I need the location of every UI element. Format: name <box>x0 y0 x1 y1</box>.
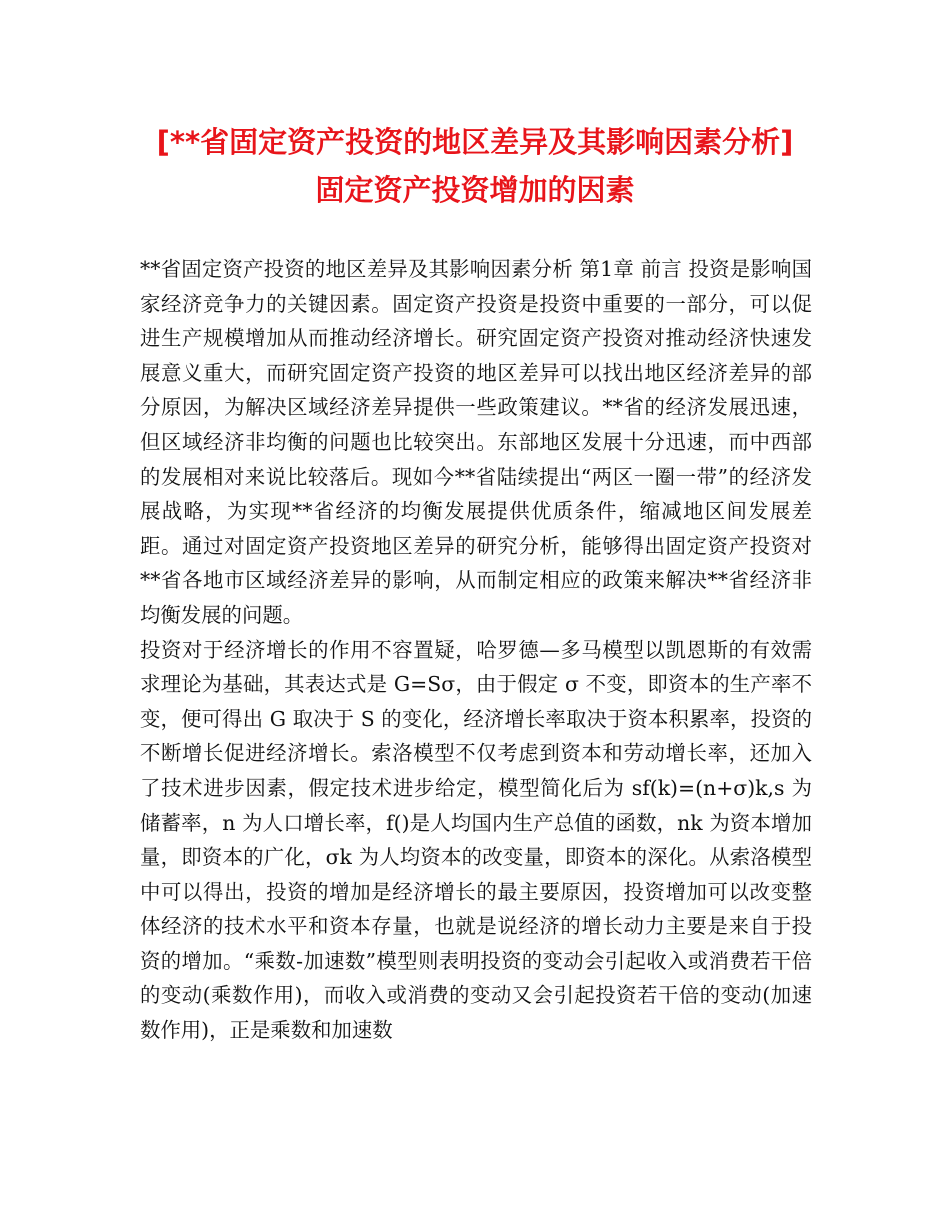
paragraph: 投资对于经济增长的作用不容置疑，哈罗德—多马模型以凯恩斯的有效需求理论为基础，其表达式是 G=Sσ，由于假定 σ 不变，即资本的生产率不变，便可得出 G 取决于 S 的变化，经济增长率取决于资本积累率，投资的不断增长促进经济增长。索洛模型不仅考虑到资本和劳动增长率，还加入了技术进步因素，假定技术进步给定，模型简化后为 sf(k)=(n+σ)k,s 为储蓄率，n 为人口增长率，f()是人均国内生产总值的函数，nk 为资本增加量，即资本的广化，σk 为人均资本的改变量，即资本的深化。从索洛模型中可以得出，投资的增加是经济增长的最主要原因，投资增加可以改变整体经济的技术水平和资本存量，也就是说经济的增长动力主要是来自于投资的增加。“乘数-加速数”模型则表明投资的变动会引起收入或消费若干倍的变动(乘数作用)，而收入或消费的变动又会引起投资若干倍的变动(加速数作用)，正是乘数和加速数 <box>140 637 812 1043</box>
paragraph: **省固定资产投资的地区差异及其影响因素分析 第1章 前言 投资是影响国家经济竞争力的关键因素。固定资产投资是投资中重要的一部分，可以促进生产规模增加从而推动经济增长。研究固定资产投资对推动经济快速发展意义重大，而研究固定资产投资的地区差异可以找出地区经济差异的部分原因，为解决区域经济差异提供一些政策建议。**省的经济发展迅速，但区域经济非均衡的问题也比较突出。东部地区发展十分迅速，而中西部的发展相对来说比较落后。现如今**省陆续提出“两区一圈一带”的经济发展战略，为实现**省经济的均衡发展提供优质条件，缩减地区间发展差距。通过对固定资产投资地区差异的研究分析，能够得出固定资产投资对**省各地市区域经济差异的影响，从而制定相应的政策来解决**省经济非均衡发展的问题。 <box>140 257 812 627</box>
document-body <box>140 252 812 1048</box>
document-title: [**省固定资产投资的地区差异及其影响因素分析] 固定资产投资增加的因素 <box>156 125 794 207</box>
